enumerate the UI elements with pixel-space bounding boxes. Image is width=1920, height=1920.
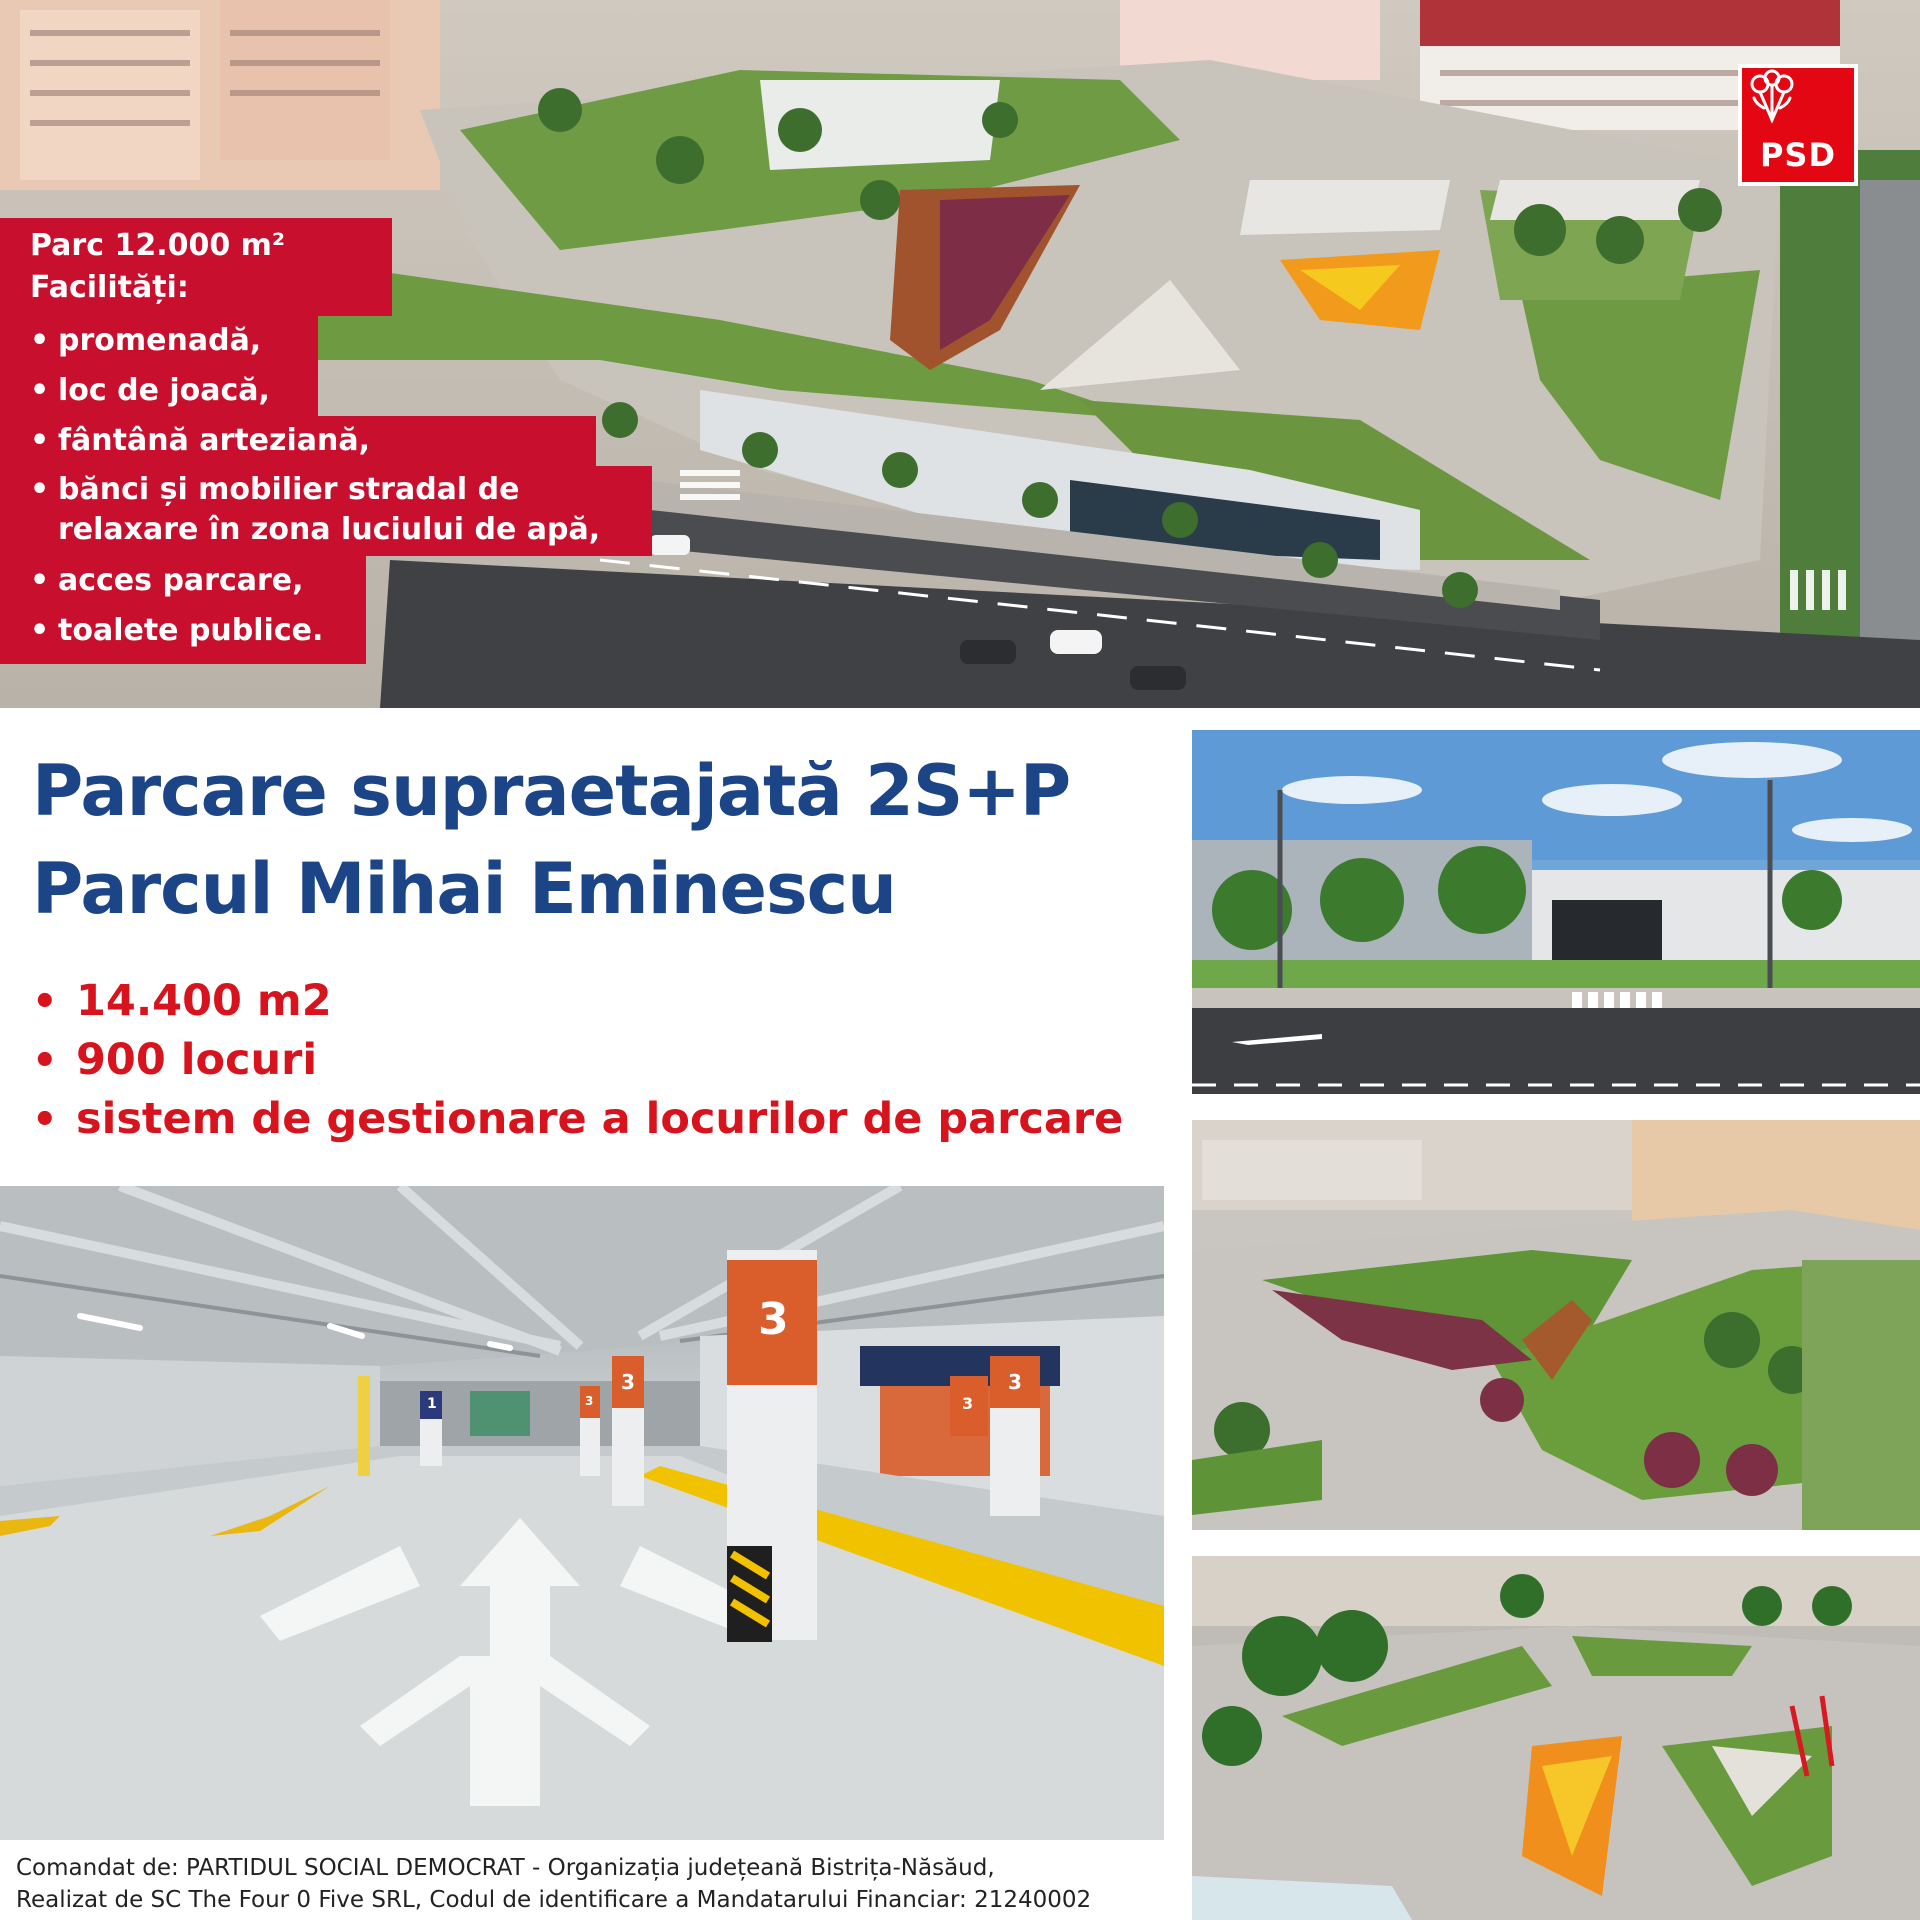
bullet-icon: • xyxy=(30,323,50,358)
details-list xyxy=(32,972,1123,1149)
parking-garage-illustration xyxy=(0,1186,1164,1840)
bullet-icon: • xyxy=(32,1038,58,1084)
bullet-icon: • xyxy=(30,563,50,598)
psd-logo xyxy=(1738,64,1858,186)
facility-item-label: fântână arteziană, xyxy=(58,423,370,458)
facility-item xyxy=(0,366,318,416)
detail-item-label: sistem de gestionare a locurilor de parcare xyxy=(76,1094,1124,1144)
facility-item xyxy=(0,466,652,556)
footer-commissioned-by: Comandat de: PARTIDUL SOCIAL DEMOCRAT - Organizația județeană Bistrița-Năsăud, xyxy=(16,1855,995,1881)
facility-item xyxy=(0,556,366,606)
facility-item-label-continued: relaxare în zona luciului de apă, xyxy=(58,512,601,547)
park-aerial-rendering xyxy=(1192,1120,1920,1530)
pillar-number: 1 xyxy=(427,1396,437,1412)
bullet-icon: • xyxy=(30,613,50,648)
bullet-icon: • xyxy=(30,373,50,408)
legal-footer xyxy=(16,1852,1091,1916)
bullet-icon: • xyxy=(30,423,50,458)
park-aerial-illustration xyxy=(1192,1120,1920,1530)
facility-item xyxy=(0,606,366,664)
rose-icon xyxy=(1742,68,1802,128)
facility-item-label: bănci și mobilier stradal de xyxy=(58,472,520,507)
pillar-number: 3 xyxy=(1008,1370,1022,1394)
facility-item-label: toalete publice. xyxy=(58,613,324,648)
facility-item xyxy=(0,316,318,366)
detail-item-label: 900 locuri xyxy=(76,1035,318,1085)
underground-parking-photo xyxy=(0,1186,1164,1840)
street-view-rendering xyxy=(1192,730,1920,1094)
psd-logo-text: PSD xyxy=(1759,136,1837,174)
bullet-icon: • xyxy=(30,472,50,507)
footer-produced-by: Realizat de SC The Four 0 Five SRL, Codul de identificare a Mandatarului Financiar: 21240002 xyxy=(16,1887,1092,1913)
aerial-park-rendering xyxy=(0,0,1920,708)
facility-item-label: promenadă, xyxy=(58,323,262,358)
pillar-number: 3 xyxy=(621,1370,635,1394)
page-title-line1: Parcare supraetajată 2S+P xyxy=(32,750,1071,832)
facilities-park-area: Parc 12.000 m² xyxy=(0,218,392,266)
facility-item-label: loc de joacă, xyxy=(58,373,270,408)
playground-aerial-rendering xyxy=(1192,1556,1920,1920)
facility-item xyxy=(0,416,596,466)
facility-item-label: acces parcare, xyxy=(58,563,304,598)
bullet-icon: • xyxy=(32,979,58,1025)
page-title-line2: Parcul Mihai Eminescu xyxy=(32,848,897,930)
playground-aerial-illustration xyxy=(1192,1556,1920,1920)
bullet-icon: • xyxy=(32,1097,58,1143)
facilities-heading: Facilități: xyxy=(0,266,392,316)
detail-item xyxy=(32,1090,1123,1149)
pillar-number: 3 xyxy=(585,1394,594,1408)
pillar-number: 3 xyxy=(962,1394,974,1413)
pillar-number: 3 xyxy=(758,1294,789,1345)
facilities-panel xyxy=(0,218,660,664)
detail-item xyxy=(32,1031,1123,1090)
detail-item xyxy=(32,972,1123,1031)
detail-item-label: 14.400 m2 xyxy=(76,976,332,1026)
street-view-illustration xyxy=(1192,730,1920,1094)
